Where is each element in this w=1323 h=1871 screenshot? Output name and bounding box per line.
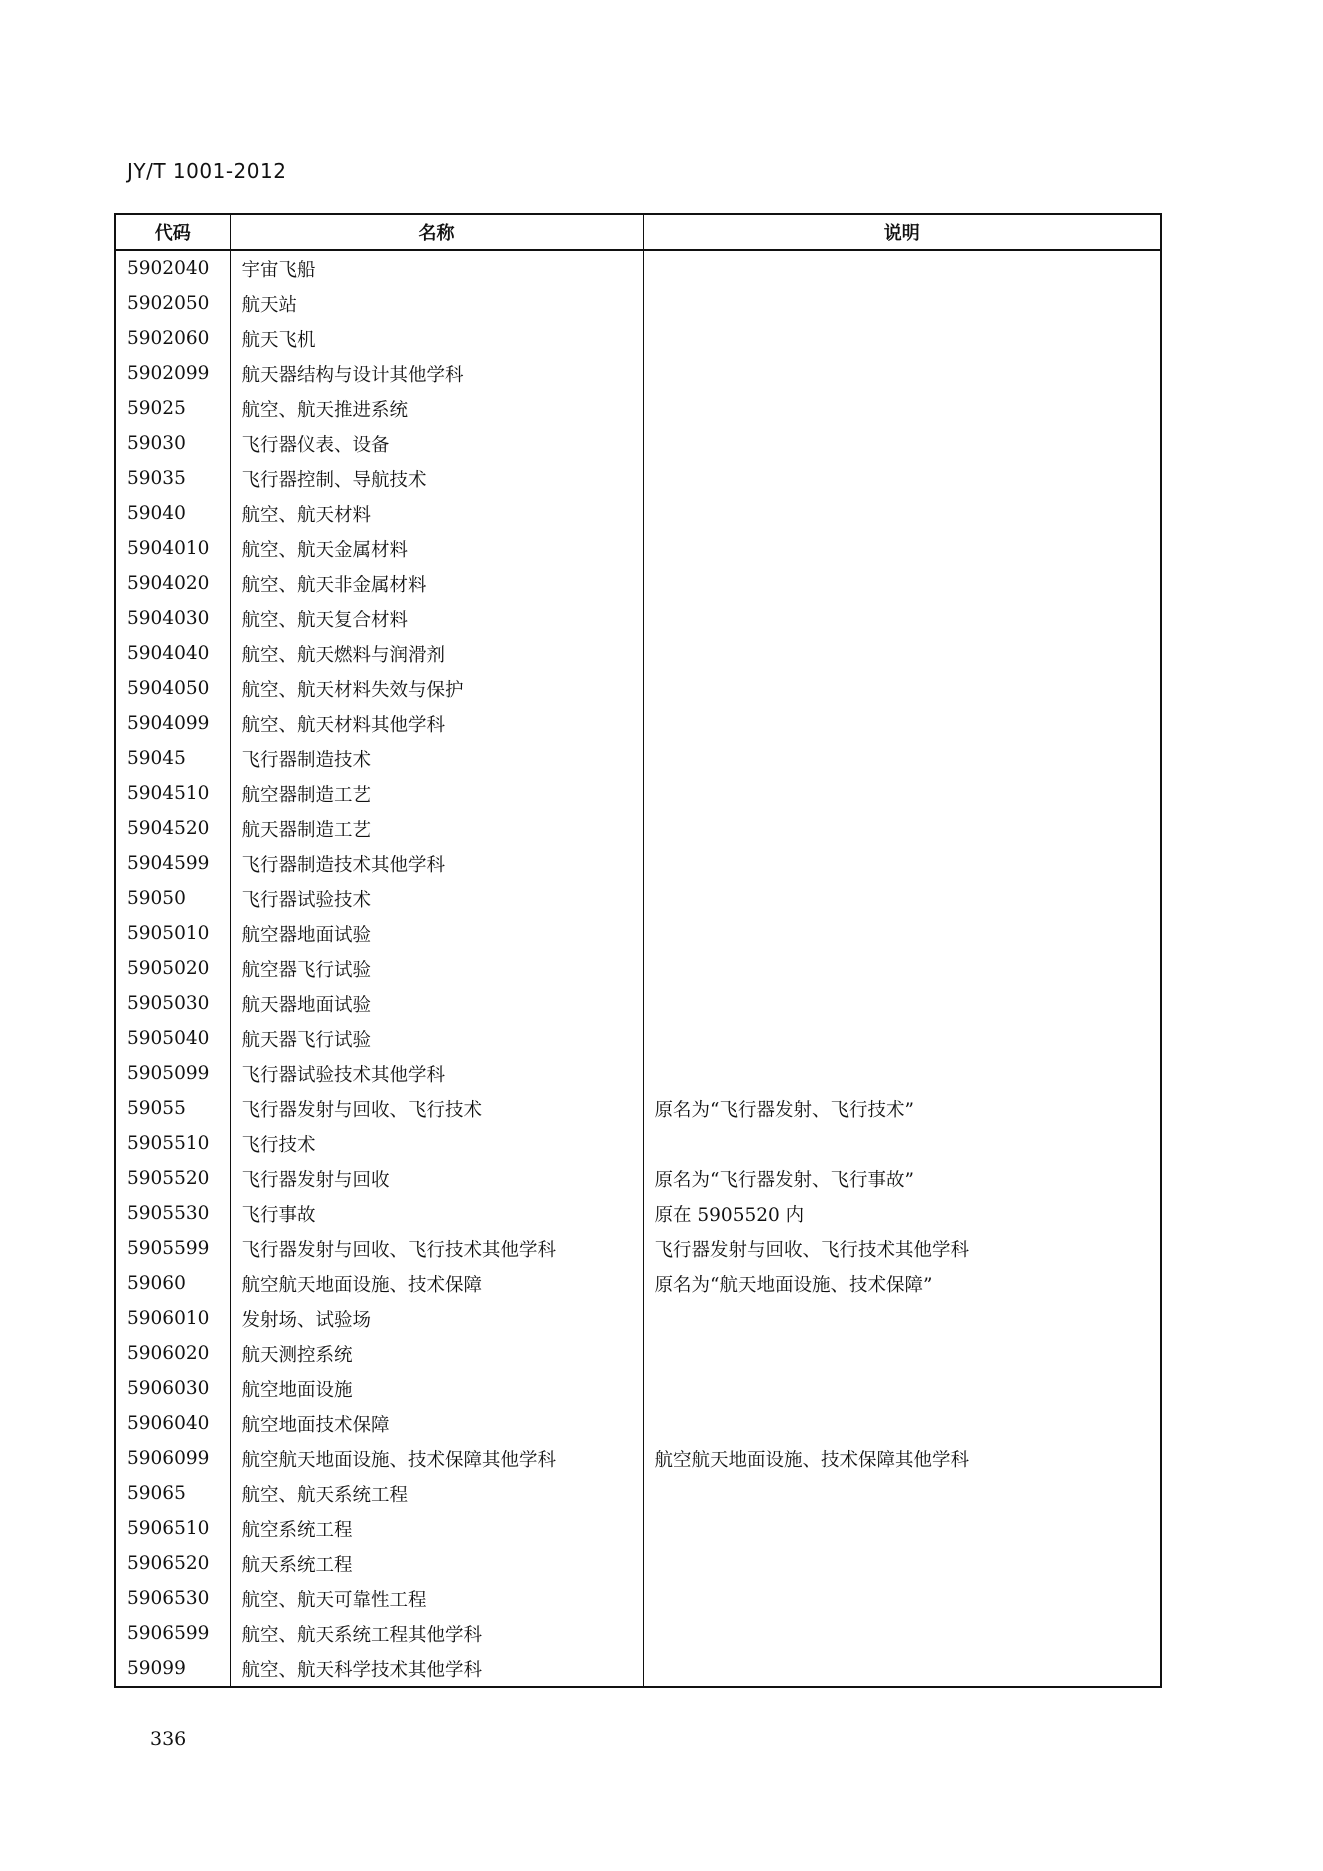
cell-note [643, 1021, 1161, 1056]
cell-code: 59035 [115, 461, 230, 496]
cell-name: 航天器结构与设计其他学科 [230, 356, 643, 391]
cell-note [643, 321, 1161, 356]
table-row [115, 811, 1161, 846]
cell-code: 5904030 [115, 601, 230, 636]
cell-name: 航天器飞行试验 [230, 1021, 643, 1056]
cell-name: 航空、航天系统工程其他学科 [230, 1616, 643, 1651]
cell-name: 航空器制造工艺 [230, 776, 643, 811]
cell-code: 59025 [115, 391, 230, 426]
cell-note [643, 1126, 1161, 1161]
table-row [115, 1581, 1161, 1616]
cell-note [643, 461, 1161, 496]
cell-note [643, 916, 1161, 951]
cell-code: 5904599 [115, 846, 230, 881]
table-row [115, 881, 1161, 916]
cell-note [643, 1651, 1161, 1687]
table-row [115, 356, 1161, 391]
cell-code: 5905099 [115, 1056, 230, 1091]
cell-code: 59060 [115, 1266, 230, 1301]
cell-note [643, 1336, 1161, 1371]
cell-note [643, 286, 1161, 321]
table-row [115, 461, 1161, 496]
cell-code: 5902040 [115, 250, 230, 286]
table-row [115, 250, 1161, 286]
column-header-name: 名称 [230, 214, 643, 250]
table-row [115, 426, 1161, 461]
cell-code: 5906599 [115, 1616, 230, 1651]
cell-note [643, 250, 1161, 286]
cell-code: 5906010 [115, 1301, 230, 1336]
cell-name: 飞行器试验技术其他学科 [230, 1056, 643, 1091]
table-row [115, 286, 1161, 321]
cell-name: 飞行器制造技术其他学科 [230, 846, 643, 881]
cell-note [643, 356, 1161, 391]
cell-code: 5904050 [115, 671, 230, 706]
table-row [115, 321, 1161, 356]
cell-note [643, 1301, 1161, 1336]
table-row [115, 1056, 1161, 1091]
table-row [115, 1616, 1161, 1651]
cell-code: 5904020 [115, 566, 230, 601]
cell-note [643, 776, 1161, 811]
cell-name: 航天飞机 [230, 321, 643, 356]
cell-code: 59040 [115, 496, 230, 531]
cell-code: 5906040 [115, 1406, 230, 1441]
table-row [115, 846, 1161, 881]
cell-name: 航空、航天材料失效与保护 [230, 671, 643, 706]
cell-name: 航天站 [230, 286, 643, 321]
table-row [115, 1196, 1161, 1231]
table-header-row [115, 214, 1161, 250]
table-row [115, 1161, 1161, 1196]
cell-name: 航空系统工程 [230, 1511, 643, 1546]
table-row [115, 1021, 1161, 1056]
cell-name: 航空、航天燃料与润滑剂 [230, 636, 643, 671]
cell-name: 航空、航天系统工程 [230, 1476, 643, 1511]
table-row [115, 601, 1161, 636]
table-row [115, 1651, 1161, 1687]
cell-name: 发射场、试验场 [230, 1301, 643, 1336]
table-row [115, 776, 1161, 811]
cell-note [643, 1546, 1161, 1581]
cell-name: 宇宙飞船 [230, 250, 643, 286]
cell-note: 航空航天地面设施、技术保障其他学科 [643, 1441, 1161, 1476]
cell-code: 59055 [115, 1091, 230, 1126]
cell-code: 59030 [115, 426, 230, 461]
cell-note [643, 391, 1161, 426]
cell-note [643, 951, 1161, 986]
cell-name: 航空航天地面设施、技术保障其他学科 [230, 1441, 643, 1476]
cell-code: 5902099 [115, 356, 230, 391]
cell-note [643, 706, 1161, 741]
cell-name: 航天器制造工艺 [230, 811, 643, 846]
cell-code: 5904040 [115, 636, 230, 671]
cell-name: 航空、航天材料 [230, 496, 643, 531]
cell-code: 5904510 [115, 776, 230, 811]
cell-note [643, 601, 1161, 636]
cell-name: 航空地面技术保障 [230, 1406, 643, 1441]
cell-name: 飞行器发射与回收 [230, 1161, 643, 1196]
cell-note [643, 811, 1161, 846]
cell-code: 5902060 [115, 321, 230, 356]
cell-code: 5904010 [115, 531, 230, 566]
cell-note [643, 671, 1161, 706]
cell-name: 航天测控系统 [230, 1336, 643, 1371]
table-row [115, 1091, 1161, 1126]
cell-name: 航空、航天科学技术其他学科 [230, 1651, 643, 1687]
cell-note [643, 1406, 1161, 1441]
cell-name: 飞行器发射与回收、飞行技术其他学科 [230, 1231, 643, 1266]
cell-name: 航空航天地面设施、技术保障 [230, 1266, 643, 1301]
cell-note [643, 1581, 1161, 1616]
cell-note [643, 1371, 1161, 1406]
cell-code: 59050 [115, 881, 230, 916]
table-row [115, 636, 1161, 671]
cell-note [643, 636, 1161, 671]
cell-code: 5905010 [115, 916, 230, 951]
table-row [115, 986, 1161, 1021]
cell-code: 5906510 [115, 1511, 230, 1546]
cell-note [643, 1056, 1161, 1091]
cell-note: 飞行器发射与回收、飞行技术其他学科 [643, 1231, 1161, 1266]
cell-note [643, 531, 1161, 566]
cell-note [643, 881, 1161, 916]
table-row [115, 1301, 1161, 1336]
cell-code: 5905530 [115, 1196, 230, 1231]
table-row [115, 496, 1161, 531]
column-header-note: 说明 [643, 214, 1161, 250]
cell-code: 5904520 [115, 811, 230, 846]
table-row [115, 741, 1161, 776]
discipline-code-table [114, 213, 1162, 1688]
cell-name: 航空地面设施 [230, 1371, 643, 1406]
cell-note [643, 1511, 1161, 1546]
table-row [115, 1441, 1161, 1476]
cell-code: 5905020 [115, 951, 230, 986]
cell-code: 59099 [115, 1651, 230, 1687]
cell-note [643, 1476, 1161, 1511]
cell-name: 飞行器发射与回收、飞行技术 [230, 1091, 643, 1126]
table-row [115, 1476, 1161, 1511]
cell-code: 5904099 [115, 706, 230, 741]
cell-note: 原名为“航天地面设施、技术保障” [643, 1266, 1161, 1301]
standard-code: JY/T 1001-2012 [127, 159, 287, 183]
cell-note: 原名为“飞行器发射、飞行技术” [643, 1091, 1161, 1126]
cell-note: 原名为“飞行器发射、飞行事故” [643, 1161, 1161, 1196]
table-row [115, 566, 1161, 601]
cell-code: 5906099 [115, 1441, 230, 1476]
cell-note [643, 741, 1161, 776]
cell-name: 航天系统工程 [230, 1546, 643, 1581]
table-row [115, 1231, 1161, 1266]
cell-note: 原在 5905520 内 [643, 1196, 1161, 1231]
cell-name: 飞行器制造技术 [230, 741, 643, 776]
cell-code: 5905520 [115, 1161, 230, 1196]
cell-name: 航空器飞行试验 [230, 951, 643, 986]
cell-name: 航空、航天非金属材料 [230, 566, 643, 601]
table-row [115, 671, 1161, 706]
table-row [115, 1336, 1161, 1371]
cell-name: 飞行器控制、导航技术 [230, 461, 643, 496]
cell-note [643, 1616, 1161, 1651]
cell-name: 航空器地面试验 [230, 916, 643, 951]
cell-name: 飞行器仪表、设备 [230, 426, 643, 461]
table-body [115, 250, 1161, 1687]
cell-note [643, 566, 1161, 601]
table-row [115, 1406, 1161, 1441]
cell-name: 飞行事故 [230, 1196, 643, 1231]
table-row [115, 916, 1161, 951]
cell-code: 5906030 [115, 1371, 230, 1406]
cell-name: 航天器地面试验 [230, 986, 643, 1021]
cell-code: 5905030 [115, 986, 230, 1021]
cell-code: 5905510 [115, 1126, 230, 1161]
cell-note [643, 986, 1161, 1021]
table-row [115, 1371, 1161, 1406]
cell-name: 航空、航天复合材料 [230, 601, 643, 636]
table-row [115, 1546, 1161, 1581]
cell-name: 航空、航天金属材料 [230, 531, 643, 566]
column-header-code: 代码 [115, 214, 230, 250]
cell-code: 5906020 [115, 1336, 230, 1371]
table-row [115, 1126, 1161, 1161]
table-row [115, 531, 1161, 566]
table-row [115, 1511, 1161, 1546]
cell-code: 5905599 [115, 1231, 230, 1266]
cell-code: 5905040 [115, 1021, 230, 1056]
cell-code: 5906520 [115, 1546, 230, 1581]
cell-note [643, 846, 1161, 881]
table-row [115, 1266, 1161, 1301]
cell-code: 59045 [115, 741, 230, 776]
cell-note [643, 426, 1161, 461]
table-row [115, 706, 1161, 741]
cell-name: 飞行器试验技术 [230, 881, 643, 916]
cell-name: 飞行技术 [230, 1126, 643, 1161]
cell-note [643, 496, 1161, 531]
cell-name: 航空、航天材料其他学科 [230, 706, 643, 741]
table-row [115, 951, 1161, 986]
cell-name: 航空、航天推进系统 [230, 391, 643, 426]
cell-name: 航空、航天可靠性工程 [230, 1581, 643, 1616]
cell-code: 59065 [115, 1476, 230, 1511]
page-number: 336 [150, 1728, 187, 1750]
table-row [115, 391, 1161, 426]
cell-code: 5906530 [115, 1581, 230, 1616]
cell-code: 5902050 [115, 286, 230, 321]
